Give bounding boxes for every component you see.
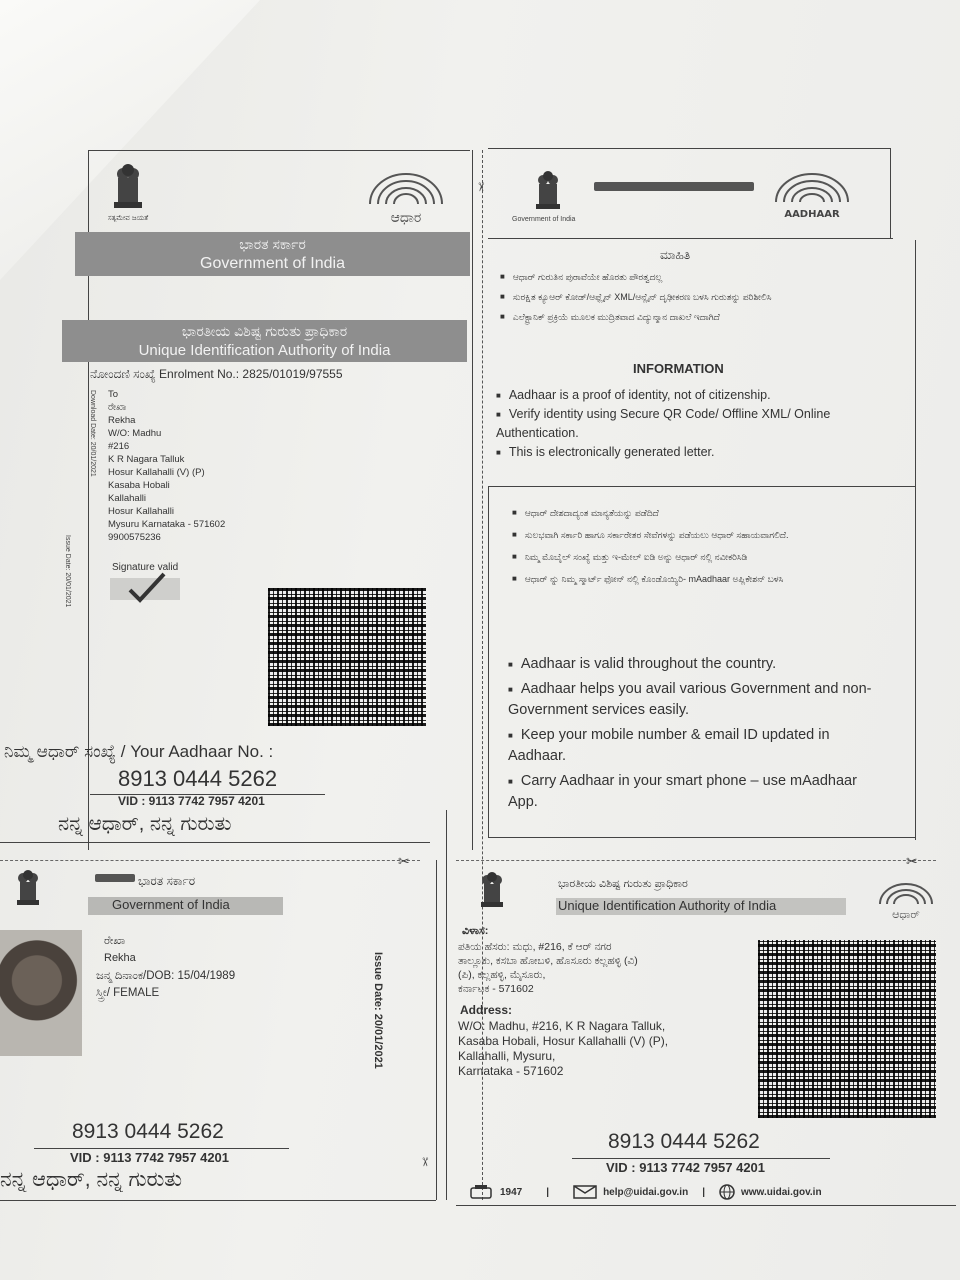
uidai-name-en: Unique Identification Authority of India <box>558 898 777 913</box>
date-of-birth: ಜನ್ಮ ದಿನಾಂಕ/DOB: 15/04/1989 <box>96 970 236 982</box>
info-title: INFORMATION <box>633 361 724 376</box>
emblem-icon <box>105 160 151 222</box>
aadhaar-number: 8913 0444 5262 <box>72 1120 224 1143</box>
address-line: ಕರ್ನಾಟಕ - 571602 <box>458 983 534 995</box>
address-line: Kasaba Hobali, Hosur Kallahalli (V) (P), <box>458 1034 669 1048</box>
signature-check-icon <box>108 572 188 606</box>
gov-name-en: Government of India <box>112 897 230 912</box>
address-line: Kallahalli <box>108 493 147 504</box>
box-item-kn: ■ ನಿಮ್ಮ ಮೊಬೈಲ್ ಸಂಖ್ಯೆ ಮತ್ತು ಇ-ಮೇಲ್ ಐಡಿ ಅನ್ನು ಆಧಾರ್ ನಲ್ಲಿ ನವೀಕರಿಸಿಡಿ <box>512 550 852 564</box>
scissors-icon: ✂ <box>474 181 489 193</box>
address-line: ರೇಖಾ <box>108 402 127 413</box>
aadhaar-number: 8913 0444 5262 <box>118 766 278 791</box>
divider <box>572 1158 830 1159</box>
aadhaar-logo-icon <box>360 170 452 226</box>
emblem-icon <box>10 868 46 916</box>
emblem-icon <box>528 168 568 222</box>
scissors-icon: ✂ <box>418 1156 433 1168</box>
aadhaar-logo-icon <box>766 170 858 220</box>
info-list-kn <box>500 270 830 324</box>
divider <box>34 1148 289 1149</box>
address-line: (ಪಿ), ಕಲ್ಲಹಳ್ಳಿ, ಮೈಸೂರು, <box>458 969 546 981</box>
address-line: #216 <box>108 441 130 452</box>
address-line: Rekha <box>108 415 136 426</box>
address-line: ತಾಲ್ಲೂಕು, ಕಸಬಾ ಹೋಬಳಿ, ಹೊಸೂರು ಕಲ್ಲಹಳ್ಳಿ (ವಿ) <box>458 955 638 967</box>
globe-icon <box>719 1184 735 1200</box>
phone-icon <box>470 1185 492 1199</box>
address-line: Hosur Kallahalli <box>108 506 175 517</box>
name-kn: ರೇಖಾ <box>104 935 126 947</box>
help-email: help@uidai.gov.in <box>603 1186 689 1198</box>
info-item: ■ Verify identity using Secure QR Code/ Offline XML/ Online Authentication. <box>496 405 906 443</box>
aadhaar-number-label: ನಿಮ್ಮ ಆಧಾರ್ ಸಂಖ್ಯೆ / Your Aadhaar No. : <box>4 742 274 761</box>
uidai-name-en: Unique Identification Authority of India <box>138 342 391 359</box>
info-item-kn: ■ ಆಧಾರ್ ಗುರುತಿನ ಪುರಾವೆಯೇ ಹೊರತು ಪೌರತ್ವದಲ್ಲ <box>500 270 830 284</box>
uidai-name-kn: ಭಾರತೀಯ ವಿಶಿಷ್ಟ ಗುರುತು ಪ್ರಾಧಿಕಾರ <box>181 323 348 339</box>
info-title-kn: ಮಾಹಿತಿ <box>660 248 691 262</box>
box-list-en <box>508 654 888 813</box>
aadhaar-logo-text: AADHAAR <box>784 209 840 220</box>
address-line: K R Nagara Talluk <box>108 454 185 465</box>
address-label: Address: <box>460 1003 513 1017</box>
frame-line <box>88 150 470 151</box>
tagline: ನನ್ನ ಆಧಾರ್, ನನ್ನ ಗುರುತು <box>58 813 232 835</box>
frame-line <box>0 1200 436 1201</box>
redaction-mark <box>594 182 754 191</box>
vid-number: VID : 9113 7742 7957 4201 <box>118 794 265 808</box>
vid-number: VID : 9113 7742 7957 4201 <box>606 1160 766 1175</box>
address-kn-label: ವಿಳಾಸ: <box>462 925 489 937</box>
enrolment-number: ನೋಂದಣಿ ಸಂಖ್ಯೆ Enrolment No.: 2825/01019/97555 <box>90 367 343 381</box>
address-line: Mysuru Karnataka - 571602 <box>108 519 226 530</box>
holder-photo <box>0 930 82 1056</box>
address-en <box>458 1019 668 1079</box>
uidai-header-band <box>62 320 467 362</box>
download-date: Download Date: 20/01/2021 <box>89 390 96 477</box>
aadhaar-logo-text: ಆಧಾರ <box>390 210 422 226</box>
helpline-number: 1947 <box>500 1186 523 1198</box>
info-item: ■ This is electronically generated letter. <box>496 443 906 462</box>
gov-name-kn: ಭಾರತ ಸರ್ಕಾರ <box>239 236 306 252</box>
box-item: ■ Carry Aadhaar in your smart phone – use mAadhaar App. <box>508 771 888 813</box>
cut-line <box>0 860 420 861</box>
frame-line <box>472 150 473 850</box>
issue-date-side: Issue Date: 20/01/2021 <box>64 535 71 608</box>
qr-code <box>758 940 936 1118</box>
box-item-kn: ■ ಸುಲಭವಾಗಿ ಸರ್ಕಾರಿ ಹಾಗೂ ಸರ್ಕಾರೇತರ ಸೇವೆಗಳನ್ನು ಪಡೆಯಲು ಆಧಾರ್ ಸಹಾಯವಾಗಲಿದೆ. <box>512 528 852 542</box>
frame-line <box>0 842 430 843</box>
scissors-icon: ✂ <box>906 853 918 869</box>
cut-line <box>456 860 936 861</box>
aadhaar-logo-text: ಆಧಾರ್ <box>892 908 920 921</box>
gov-header-band <box>75 232 470 276</box>
address-line: W/O: Madhu, #216, K R Nagara Talluk, <box>458 1019 666 1033</box>
box-item: ■ Aadhaar is valid throughout the country. <box>508 654 888 675</box>
frame-line <box>446 810 447 1200</box>
emblem-icon <box>474 870 510 918</box>
uidai-name-kn: ಭಾರತೀಯ ವಿಶಿಷ್ಟ ಗುರುತು ಪ್ರಾಧಿಕಾರ <box>558 878 688 890</box>
address-line: To <box>108 389 119 400</box>
separator: | <box>546 1186 550 1198</box>
vid-number: VID : 9113 7742 7957 4201 <box>70 1150 230 1165</box>
website: www.uidai.gov.in <box>741 1186 822 1198</box>
mail-icon <box>573 1185 597 1199</box>
separator: | <box>702 1186 705 1198</box>
info-item: ■ Aadhaar is a proof of identity, not of citizenship. <box>496 386 906 405</box>
aadhaar-logo-icon <box>874 880 938 922</box>
frame-line <box>488 238 893 239</box>
frame-line <box>456 1205 956 1206</box>
signature-status: Signature valid <box>112 562 179 573</box>
box-item-kn: ■ ಆಧಾರ್ ದೇಶದಾದ್ಯಂತ ಮಾನ್ಯತೆಯನ್ನು ಪಡೆದಿದೆ <box>512 506 852 520</box>
box-item: ■ Keep your mobile number & email ID updated in Aadhaar. <box>508 725 888 767</box>
address-line: W/O: Madhu <box>108 428 162 439</box>
address-line: 9900575236 <box>108 532 161 543</box>
info-item-kn: ■ ಸುರಕ್ಷಿತ ಕ್ಯೂಆರ್ ಕೋಡ್/ಆಫ್ಲೈನ್ XML/ಆನ್ಲೈನ್ ದೃಢೀಕರಣ ಬಳಸಿ ಗುರುತನ್ನು ಪರಿಶೀಲಿಸಿ <box>500 290 830 304</box>
box-item-kn: ■ ಆಧಾರ್ ನ್ನು ನಿಮ್ಮ ಸ್ಮಾರ್ಟ್ ಫೋನ್ ನಲ್ಲಿ ಕೊಂಡೊಯ್ಯಿರಿ- mAadhaar ಅಪ್ಲಿಕೇಶನ್ ಬಳಸಿ <box>512 572 852 586</box>
info-list-en <box>496 386 906 462</box>
redaction-mark <box>95 874 135 882</box>
address-line: Hosur Kallahalli (V) (P) <box>108 467 205 478</box>
address-line: ಪತಿಯ ಹೆಸರು: ಮಧು, #216, ಕೆ ಆರ್ ನಗರ <box>458 941 612 953</box>
address-line: Kallahalli, Mysuru, <box>458 1049 556 1063</box>
frame-line <box>436 860 437 1200</box>
box-list-kn <box>512 506 852 586</box>
gender: ಸ್ತ್ರೀ/ FEMALE <box>96 987 160 999</box>
gov-name-kn: ಭಾರತ ಸರ್ಕಾರ <box>138 874 196 888</box>
frame-line <box>488 148 890 149</box>
scissors-icon: ✂ <box>398 853 410 869</box>
gov-caption: Government of India <box>512 216 576 223</box>
box-item: ■ Aadhaar helps you avail various Government and non-Government services easily. <box>508 679 888 721</box>
frame-line <box>890 148 891 238</box>
address-kn <box>458 940 638 996</box>
issue-date: Issue Date: 20/01/2021 <box>372 952 384 1069</box>
address-line: Kasaba Hobali <box>108 480 170 491</box>
name-en: Rekha <box>104 952 136 964</box>
recipient-address <box>108 388 308 544</box>
info-item-kn: ■ ಎಲೆಕ್ಟ್ರಾನಿಕ್ ಪ್ರಕ್ರಿಯೆ ಮೂಲಕ ಮುದ್ರಿತವಾದ ವಿದ್ಯುನ್ಮಾನ ದಾಖಲೆ ಇದಾಗಿದೆ <box>500 310 830 324</box>
gov-name-en: Government of India <box>200 255 345 272</box>
contact-footer <box>470 1184 822 1200</box>
qr-code <box>268 588 426 726</box>
svg-text:ಸತ್ಯಮೇವ ಜಯತೆ: ಸತ್ಯಮೇವ ಜಯತೆ <box>107 214 149 222</box>
tagline: ನನ್ನ ಆಧಾರ್, ನನ್ನ ಗುರುತು <box>0 1168 183 1191</box>
address-line: Karnataka - 571602 <box>458 1064 564 1078</box>
aadhaar-number: 8913 0444 5262 <box>608 1130 760 1153</box>
